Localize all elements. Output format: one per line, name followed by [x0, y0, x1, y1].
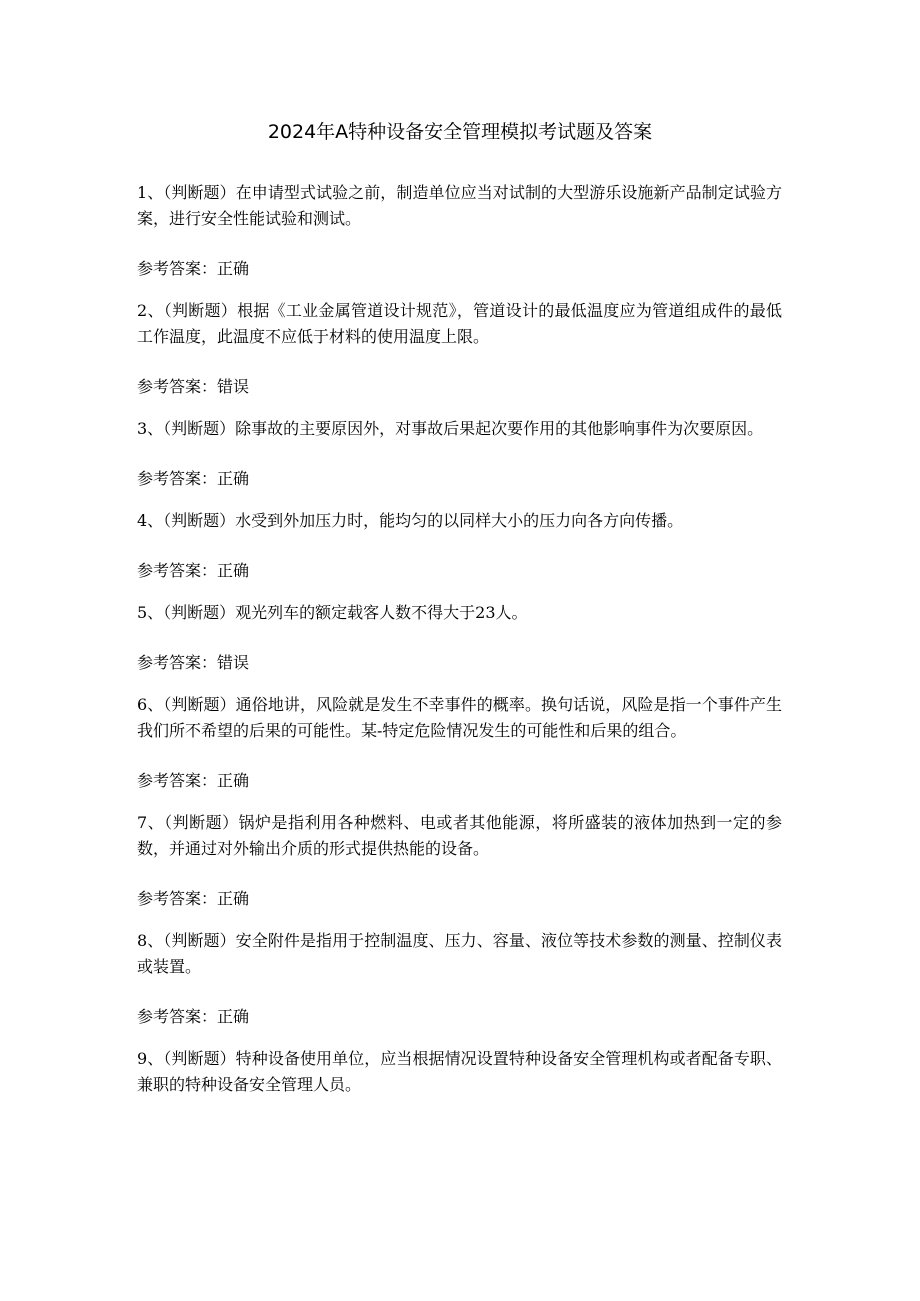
question-text: 7、（判断题）锅炉是指利用各种燃料、电或者其他能源，将所盛装的液体加热到一定的参数，并通过对外输出介质的形式提供热能的设备。 [137, 813, 782, 858]
question-item-2 [137, 298, 782, 416]
answer-text: 参考答案：正确 [137, 771, 250, 790]
question-item-6 [137, 692, 782, 810]
question-item-3 [137, 416, 782, 508]
question-text: 1、（判断题）在申请型式试验之前，制造单位应当对试制的大型游乐设施新产品制定试验方案，进行安全性能试验和测试。 [137, 183, 782, 228]
answer-text: 参考答案：正确 [137, 1007, 250, 1026]
question-text: 8、（判断题）安全附件是指用于控制温度、压力、容量、液位等技术参数的测量、控制仪表或装置。 [137, 931, 782, 976]
question-item-1 [137, 180, 782, 298]
question-list [137, 180, 782, 1098]
question-text: 4、（判断题）水受到外加压力时，能均匀的以同样大小的压力向各方向传播。 [137, 511, 684, 530]
answer-text: 参考答案：正确 [137, 889, 250, 908]
answer-text: 参考答案：正确 [137, 259, 250, 278]
question-item-5 [137, 600, 782, 692]
question-item-9 [137, 1046, 782, 1098]
question-item-4 [137, 508, 782, 600]
answer-text: 参考答案：正确 [137, 561, 250, 580]
question-item-7 [137, 810, 782, 928]
question-text: 6、（判断题）通俗地讲，风险就是发生不幸事件的概率。换句话说，风险是指一个事件产生我们所不希望的后果的可能性。某-特定危险情况发生的可能性和后果的组合。 [137, 695, 782, 740]
document-title: 2024年A特种设备安全管理模拟考试题及答案 [267, 121, 653, 143]
answer-text: 参考答案：正确 [137, 469, 250, 488]
answer-text: 参考答案：错误 [137, 653, 250, 672]
answer-text: 参考答案：错误 [137, 377, 250, 396]
question-text: 2、（判断题）根据《工业金属管道设计规范》，管道设计的最低温度应为管道组成件的最低工作温度，此温度不应低于材料的使用温度上限。 [137, 301, 782, 346]
question-item-8 [137, 928, 782, 1046]
question-text: 9、（判断题）特种设备使用单位，应当根据情况设置特种设备安全管理机构或者配备专职、兼职的特种设备安全管理人员。 [137, 1049, 782, 1094]
question-text: 3、（判断题）除事故的主要原因外，对事故后果起次要作用的其他影响事件为次要原因。 [137, 419, 764, 438]
question-text: 5、（判断题）观光列车的额定载客人数不得大于23人。 [137, 603, 528, 622]
